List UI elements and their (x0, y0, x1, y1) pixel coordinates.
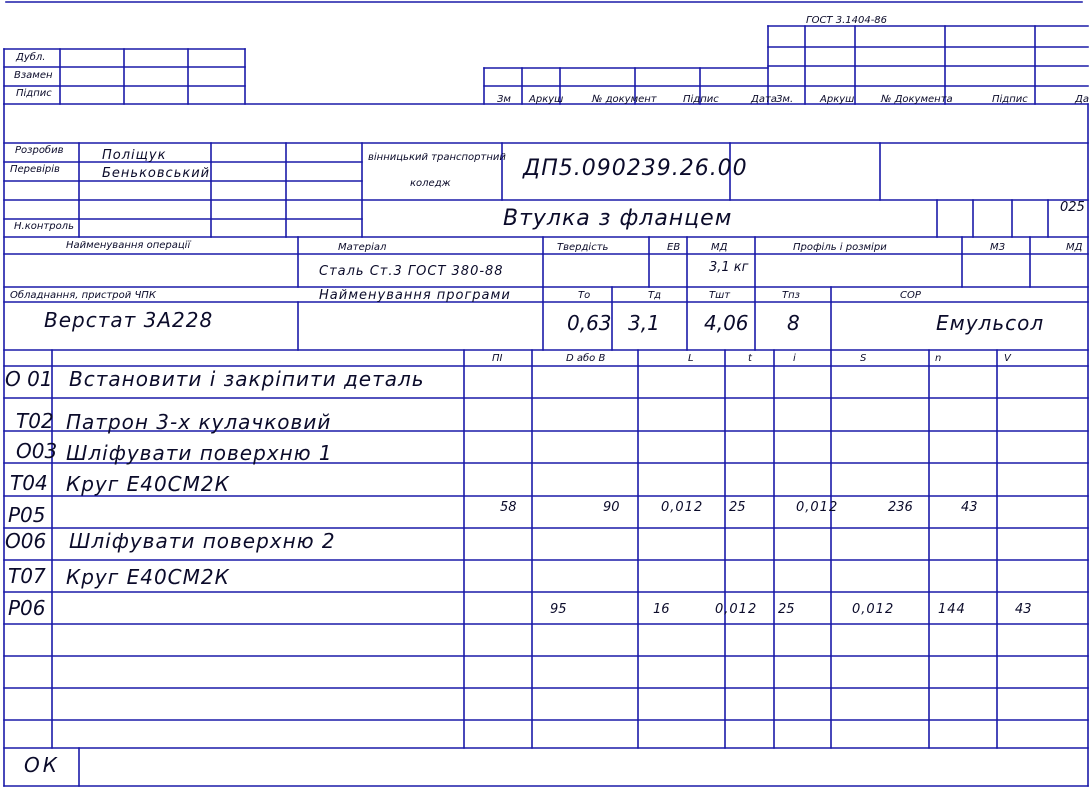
op-text: Встановити і закріпити деталь (69, 367, 425, 391)
rozrobyv-name: Поліщук (102, 148, 167, 163)
org-line-1: вінницький транспортний (368, 152, 506, 163)
rev-zm-2: Зм. (776, 94, 794, 105)
p06-i: 25 (778, 602, 795, 617)
rev-arkush-1: Аркуш (529, 94, 564, 105)
t-header: t (748, 353, 752, 364)
p05-s: 236 (888, 500, 913, 515)
rev-zm-1: Зм (497, 94, 511, 105)
pidpys-label: Підпис (16, 88, 52, 99)
op-code: Т02 (16, 409, 54, 433)
pereviryv-label: Перевірів (10, 164, 60, 175)
p05-l: 0,012 (661, 500, 704, 515)
md2-header: МД (1066, 242, 1083, 253)
doc-number: ДП5.090239.26.00 (523, 156, 748, 181)
op-code: Т04 (10, 471, 48, 495)
p06-l: 16 (653, 602, 670, 617)
rev-pidpys-1: Підпис (683, 94, 719, 105)
p05-t: 25 (729, 500, 746, 515)
to-header: То (578, 290, 591, 301)
pi-header: ПІ (492, 353, 503, 364)
md-header: МД (711, 242, 728, 253)
s-header: S (860, 353, 867, 364)
tsht-header: Тшт (709, 290, 731, 301)
i-header: i (793, 353, 796, 364)
ok-label: ОК (24, 753, 60, 777)
pereviryv-name: Беньковський (102, 166, 211, 181)
op-text: Круг Е40СМ2К (66, 565, 230, 589)
sor-value: Емульсол (936, 311, 1045, 335)
operation-name-header: Найменування операції (66, 240, 191, 251)
p05-n: 43 (961, 500, 978, 515)
tpz-value: 8 (787, 311, 801, 335)
code-025: 025 (1060, 200, 1085, 215)
dubl-label: Дубл. (16, 52, 46, 63)
op-code: Р06 (8, 596, 46, 620)
mz-header: МЗ (990, 242, 1006, 253)
mass-value: 3,1 кг (709, 260, 749, 275)
p05-i: 0,012 (796, 500, 839, 515)
op-code: О 01 (5, 367, 53, 391)
p06-d: 95 (550, 602, 567, 617)
nkontrol-label: Н.контроль (14, 221, 74, 232)
td-header: Тд (648, 290, 662, 301)
v-header: V (1004, 353, 1011, 364)
rev-doc-1: № документ (592, 94, 657, 105)
p05-d: 90 (603, 500, 620, 515)
material-value: Сталь Ст.3 ГОСТ 380-88 (319, 264, 504, 279)
to-value: 0,63 (567, 311, 612, 335)
equipment-header: Обладнання, пристрой ЧПК (10, 290, 156, 301)
p06-v: 43 (1015, 602, 1032, 617)
tsht-value: 4,06 (704, 311, 749, 335)
p05-pi: 58 (500, 500, 517, 515)
part-name: Втулка з фланцем (503, 206, 733, 231)
org-line-2: коледж (410, 178, 451, 189)
hardness-header: Твердість (557, 242, 609, 253)
op-text: Шліфувати поверхню 2 (69, 529, 336, 553)
d-header: D або В (566, 353, 606, 364)
p06-s: 0,012 (852, 602, 895, 617)
p06-t: 0,012 (715, 602, 758, 617)
n-header: n (935, 353, 942, 364)
p06-n: 144 (938, 602, 966, 617)
gost-label: ГОСТ 3.1404-86 (806, 15, 888, 26)
op-text: Патрон 3-х кулачковий (66, 410, 332, 434)
op-code: Т07 (8, 564, 46, 588)
rev-doc-2: № Документа (881, 94, 953, 105)
program-header: Найменування програми (319, 288, 511, 303)
tpz-header: Тпз (782, 290, 800, 301)
op-text: Шліфувати поверхню 1 (66, 441, 333, 465)
rev-arkush-2: Аркуш (820, 94, 855, 105)
rev-data-2: Да (1075, 94, 1089, 105)
l-header: L (688, 353, 694, 364)
op-text: Круг Е40СМ2К (66, 472, 230, 496)
op-code: О06 (5, 529, 47, 553)
sor-header: СОР (900, 290, 921, 301)
rozrobyv-label: Розробив (15, 145, 64, 156)
td-value: 3,1 (628, 311, 660, 335)
rev-data-1: Дата (751, 94, 777, 105)
material-header: Матеріал (338, 242, 387, 253)
machine-value: Верстат 3А228 (44, 308, 214, 332)
op-code: Р05 (8, 503, 46, 527)
ev-header: ЕВ (667, 242, 681, 253)
vzamen-label: Взамен (14, 70, 53, 81)
profile-header: Профіль і розміри (793, 242, 887, 253)
rev-pidpys-2: Підпис (992, 94, 1028, 105)
op-code: О03 (16, 439, 58, 463)
